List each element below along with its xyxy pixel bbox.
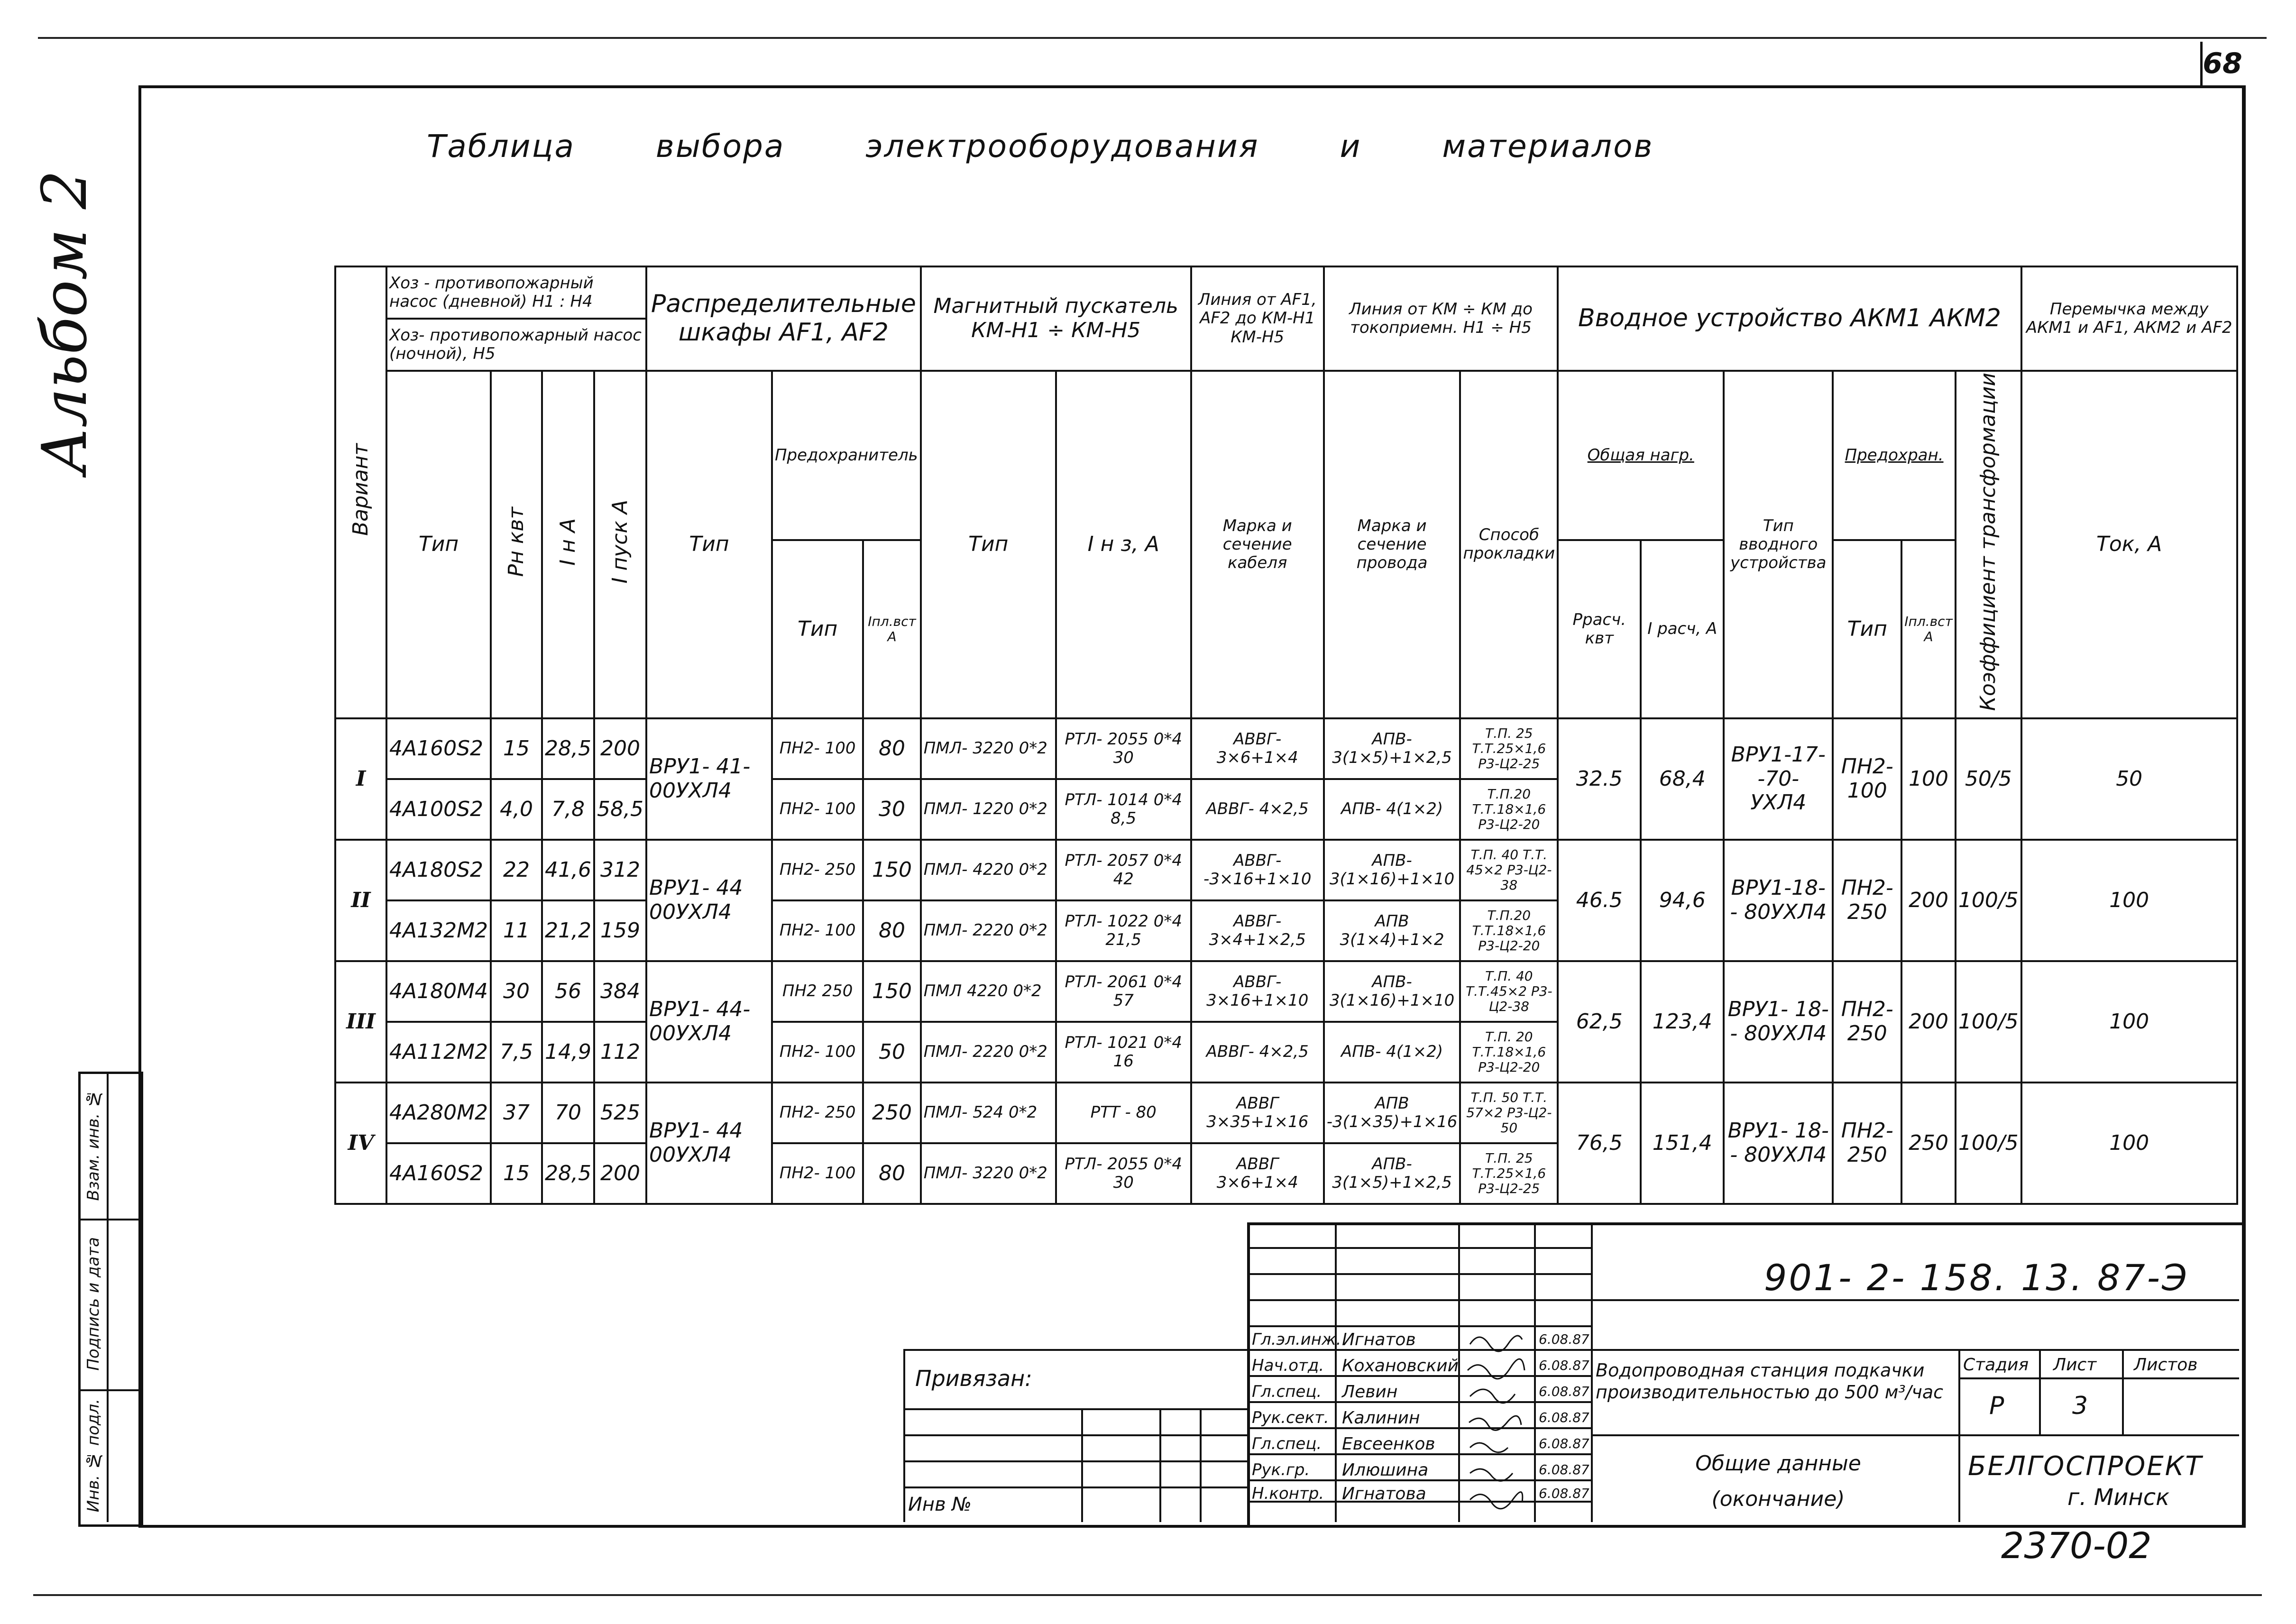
stamp-role: Гл.спец. xyxy=(1252,1382,1322,1401)
page-title xyxy=(427,128,1734,165)
side-label: Подпись и дата xyxy=(84,1237,103,1371)
cable-mark: АВВГ- 4×2,5 xyxy=(1191,779,1324,840)
header-cab-type: Тип xyxy=(646,371,772,718)
ct-ratio: 100/5 xyxy=(1956,1083,2021,1204)
stamp-line xyxy=(1247,1247,1591,1249)
title-word: и xyxy=(1340,128,1362,165)
header-fuse-ipl: Iпл.вст А xyxy=(863,540,920,718)
stamp-line xyxy=(2122,1349,2124,1434)
header-prasch: Ррасч. квт xyxy=(1558,540,1641,718)
input-fuse-current: 250 xyxy=(1901,1083,1956,1204)
header-pump-night: Хоз- противопожарный насос (ночной), Н5 xyxy=(386,319,646,371)
header-total-load: Общая нагр. xyxy=(1558,371,1724,540)
motor-current: 41,6 xyxy=(542,840,594,900)
laying-method: Т.П. 50 Т.Т. 57×2 Р3-Ц2-50 xyxy=(1460,1083,1558,1143)
header-in: I н А xyxy=(542,371,594,718)
start-current: 200 xyxy=(594,1143,646,1204)
wire-mark: АПВ 3(1×4)+1×2 xyxy=(1324,900,1460,961)
input-device-type: ВРУ1-18- - 80УХЛ4 xyxy=(1724,840,1833,961)
side-label: Взам. инв. № xyxy=(84,1089,103,1201)
stamp-date: 6.08.87 xyxy=(1539,1462,1589,1477)
stamp-line xyxy=(1591,1222,1593,1522)
table-row xyxy=(335,961,2237,1022)
sheet-value: 3 xyxy=(2072,1392,2088,1420)
motor-type: 4А160S2 xyxy=(386,1143,491,1204)
motor-type: 4А100S2 xyxy=(386,779,491,840)
fuse-type: ПН2- 100 xyxy=(772,1022,863,1083)
header-irasch: I расч, А xyxy=(1641,540,1724,718)
stamp-line xyxy=(1591,1434,2239,1436)
header-method: Способ прокладки xyxy=(1460,371,1558,718)
variant-number: III xyxy=(335,961,386,1083)
input-fuse-type: ПН2- 250 xyxy=(1833,1083,1901,1204)
header-input-type: Тип вводного устройства xyxy=(1724,371,1833,718)
table-row xyxy=(335,1083,2237,1143)
stamp-name: Кохановский xyxy=(1342,1356,1459,1376)
variant-number: IV xyxy=(335,1083,386,1204)
wire-mark: АПВ- 4(1×2) xyxy=(1324,779,1460,840)
header-jumper-tok: Ток, А xyxy=(2021,371,2237,718)
header-fuse-type: Тип xyxy=(772,540,863,718)
header-in-fuse-ipl: Iпл.вст А xyxy=(1901,540,1956,718)
stamp-line xyxy=(1200,1408,1202,1522)
load-power: 32.5 xyxy=(1558,718,1641,840)
laying-method: Т.П. 20 Т.Т.18×1,6 Р3-Ц2-20 xyxy=(1460,1022,1558,1083)
fuse-type: ПН2- 100 xyxy=(772,779,863,840)
stamp-date: 6.08.87 xyxy=(1539,1384,1589,1399)
starter-current: РТЛ- 1014 0*4 8,5 xyxy=(1056,779,1191,840)
starter-type: ПМЛ- 2220 0*2 xyxy=(921,1022,1056,1083)
stamp-line xyxy=(1159,1408,1161,1522)
stamp-line xyxy=(1247,1401,1591,1403)
input-fuse-type: ПН2- 100 xyxy=(1833,718,1901,840)
fuse-current: 150 xyxy=(863,961,920,1022)
table-row xyxy=(335,840,2237,900)
table-row xyxy=(335,718,2237,779)
cabinet-type: ВРУ1- 44 00УХЛ4 xyxy=(646,840,772,961)
starter-type: ПМЛ- 4220 0*2 xyxy=(921,840,1056,900)
archive-number: 2370-02 xyxy=(2001,1524,2152,1567)
stamp-line xyxy=(903,1408,1247,1410)
header-jumper: Перемычка между АКМ1 и АF1, АКМ2 и АF2 xyxy=(2021,266,2237,371)
laying-method: Т.П. 40 Т.Т. 45×2 Р3-Ц2-38 xyxy=(1460,840,1558,900)
motor-type: 4А132М2 xyxy=(386,900,491,961)
wire-mark: АПВ- 4(1×2) xyxy=(1324,1022,1460,1083)
input-fuse-current: 200 xyxy=(1901,840,1956,961)
stamp-date: 6.08.87 xyxy=(1539,1358,1589,1373)
starter-type: ПМЛ- 3220 0*2 xyxy=(921,1143,1056,1204)
stamp-line xyxy=(78,1389,141,1391)
header-line1: Линия от АF1, АF2 до КМ-Н1 КМ-Н5 xyxy=(1191,266,1324,371)
motor-type: 4А112М2 xyxy=(386,1022,491,1083)
load-power: 46.5 xyxy=(1558,840,1641,961)
load-current: 151,4 xyxy=(1641,1083,1724,1204)
motor-power: 4,0 xyxy=(491,779,542,840)
stamp-line xyxy=(2039,1349,2041,1434)
header-line2: Линия от КМ ÷ КМ до токоприемн. Н1 ÷ Н5 xyxy=(1324,266,1558,371)
motor-power: 22 xyxy=(491,840,542,900)
laying-method: Т.П.20 Т.Т.18×1,6 Р3-Ц2-20 xyxy=(1460,900,1558,961)
motor-power: 11 xyxy=(491,900,542,961)
org-name: БЕЛГОСПРОЕКТ xyxy=(1968,1451,2203,1482)
variant-number: I xyxy=(335,718,386,840)
stage-value: Р xyxy=(1989,1392,2004,1420)
stamp-name: Евсеенков xyxy=(1342,1434,1435,1454)
stage-header: Стадия xyxy=(1963,1355,2029,1375)
fuse-current: 150 xyxy=(863,840,920,900)
stamp-line xyxy=(107,1072,109,1522)
cable-mark: АВВГ 3×35+1×16 xyxy=(1191,1083,1324,1143)
starter-current: РТТ - 80 xyxy=(1056,1083,1191,1143)
start-current: 312 xyxy=(594,840,646,900)
stamp-line xyxy=(1247,1299,2239,1301)
fuse-type: ПН2- 250 xyxy=(772,1083,863,1143)
starter-current: РТЛ- 2055 0*4 30 xyxy=(1056,718,1191,779)
fuse-type: ПН2- 100 xyxy=(772,1143,863,1204)
wire-mark: АПВ- 3(1×16)+1×10 xyxy=(1324,961,1460,1022)
stamp-line xyxy=(903,1460,1247,1462)
variant-number: II xyxy=(335,840,386,961)
stamp-date: 6.08.87 xyxy=(1539,1331,1589,1347)
ct-ratio: 50/5 xyxy=(1956,718,2021,840)
document-code: 901- 2- 158. 13. 87-Э xyxy=(1764,1257,2189,1299)
cabinet-type: ВРУ1- 44 00УХЛ4 xyxy=(646,1083,772,1204)
motor-type: 4А280М2 xyxy=(386,1083,491,1143)
jumper-current: 100 xyxy=(2021,1083,2237,1204)
stamp-name: Калинин xyxy=(1342,1408,1420,1428)
start-current: 525 xyxy=(594,1083,646,1143)
header-pn: Рн квт xyxy=(491,371,542,718)
starter-current: РТЛ- 1021 0*4 16 xyxy=(1056,1022,1191,1083)
input-device-type: ВРУ1-17- -70- УХЛ4 xyxy=(1724,718,1833,840)
motor-type: 4А180М4 xyxy=(386,961,491,1022)
input-device-type: ВРУ1- 18- - 80УХЛ4 xyxy=(1724,1083,1833,1204)
title-word: материалов xyxy=(1442,128,1654,165)
sheets-header: Листов xyxy=(2134,1355,2198,1375)
motor-power: 15 xyxy=(491,718,542,779)
album-label: Альбом 2 xyxy=(28,170,101,474)
motor-current: 14,9 xyxy=(542,1022,594,1083)
fuse-type: ПН2- 250 xyxy=(772,840,863,900)
cable-mark: АВВГ- -3×16+1×10 xyxy=(1191,840,1324,900)
header-starter: Магнитный пускатель КМ-Н1 ÷ КМ-Н5 xyxy=(921,266,1191,371)
motor-current: 7,8 xyxy=(542,779,594,840)
fuse-current: 80 xyxy=(863,1143,920,1204)
starter-current: РТЛ- 2057 0*4 42 xyxy=(1056,840,1191,900)
wire-mark: АПВ- 3(1×16)+1×10 xyxy=(1324,840,1460,900)
starter-type: ПМЛ- 1220 0*2 xyxy=(921,779,1056,840)
sheet-title: Общие данные (окончание) xyxy=(1695,1451,1861,1511)
header-cabinets: Распределительные шкафы АF1, АF2 xyxy=(646,266,921,371)
wire-mark: АПВ -3(1×35)+1×16 xyxy=(1324,1083,1460,1143)
signatures xyxy=(1460,1325,1532,1520)
inv-no-label: Инв № xyxy=(908,1494,972,1515)
stamp-role: Н.контр. xyxy=(1252,1484,1324,1503)
header-ct: Коэффициент трансформации xyxy=(1956,371,2021,718)
stamp-name: Игнатов xyxy=(1342,1330,1416,1349)
side-label: Инв. № подл. xyxy=(84,1399,103,1513)
fuse-current: 30 xyxy=(863,779,920,840)
starter-type: ПМЛ 4220 0*2 xyxy=(921,961,1056,1022)
motor-current: 21,2 xyxy=(542,900,594,961)
load-power: 76,5 xyxy=(1558,1083,1641,1204)
motor-power: 15 xyxy=(491,1143,542,1204)
motor-current: 70 xyxy=(542,1083,594,1143)
starter-current: РТЛ- 2061 0*4 57 xyxy=(1056,961,1191,1022)
fuse-current: 250 xyxy=(863,1083,920,1143)
stamp-name: Илюшина xyxy=(1342,1460,1429,1480)
stamp-line xyxy=(1534,1222,1536,1522)
starter-type: ПМЛ- 524 0*2 xyxy=(921,1083,1056,1143)
stamp-line xyxy=(1335,1222,1337,1522)
starter-current: РТЛ- 1022 0*4 21,5 xyxy=(1056,900,1191,961)
motor-type: 4А160S2 xyxy=(386,718,491,779)
input-fuse-type: ПН2- 250 xyxy=(1833,961,1901,1083)
org-city: г. Минск xyxy=(2067,1484,2170,1511)
header-ipusk: I пуск А xyxy=(594,371,646,718)
equipment-table xyxy=(334,266,2238,1205)
laying-method: Т.П. 25 Т.Т.25×1,6 Р3-Ц2-25 xyxy=(1460,1143,1558,1204)
sheet-header: Лист xyxy=(2053,1355,2097,1375)
laying-method: Т.П.20 Т.Т.18×1,6 Р3-Ц2-20 xyxy=(1460,779,1558,840)
outer-frame-bottom xyxy=(33,1594,2262,1596)
input-fuse-type: ПН2- 250 xyxy=(1833,840,1901,961)
cable-mark: АВВГ- 3×16+1×10 xyxy=(1191,961,1324,1022)
motor-current: 28,5 xyxy=(542,718,594,779)
stamp-line xyxy=(1247,1325,1591,1327)
stamp-name: Игнатова xyxy=(1342,1484,1426,1504)
starter-current: РТЛ- 2055 0*4 30 xyxy=(1056,1143,1191,1204)
cable-mark: АВВГ 3×6+1×4 xyxy=(1191,1143,1324,1204)
cabinet-type: ВРУ1- 41-00УХЛ4 xyxy=(646,718,772,840)
header-input-fuse: Предохран. xyxy=(1833,371,1956,540)
start-current: 159 xyxy=(594,900,646,961)
jumper-current: 100 xyxy=(2021,961,2237,1083)
fuse-type: ПН2- 100 xyxy=(772,900,863,961)
laying-method: Т.П. 40 Т.Т.45×2 Р3-Ц2-38 xyxy=(1460,961,1558,1022)
load-current: 123,4 xyxy=(1641,961,1724,1083)
load-power: 62,5 xyxy=(1558,961,1641,1083)
start-current: 200 xyxy=(594,718,646,779)
stamp-name: Левин xyxy=(1342,1382,1398,1402)
input-fuse-current: 100 xyxy=(1901,718,1956,840)
stamp-role: Рук.гр. xyxy=(1252,1460,1310,1479)
fuse-type: ПН2- 100 xyxy=(772,718,863,779)
fuse-current: 50 xyxy=(863,1022,920,1083)
motor-current: 56 xyxy=(542,961,594,1022)
input-fuse-current: 200 xyxy=(1901,961,1956,1083)
header-starter-in: I н з, А xyxy=(1056,371,1191,718)
start-current: 384 xyxy=(594,961,646,1022)
header-fuse: Предохранитель xyxy=(772,371,921,540)
motor-type: 4А180S2 xyxy=(386,840,491,900)
title-word: электрооборудования xyxy=(865,128,1259,165)
wire-mark: АПВ- 3(1×5)+1×2,5 xyxy=(1324,718,1460,779)
title-word: Таблица xyxy=(427,128,575,165)
ct-ratio: 100/5 xyxy=(1956,961,2021,1083)
ct-ratio: 100/5 xyxy=(1956,840,2021,961)
outer-frame-top xyxy=(38,37,2267,39)
laying-method: Т.П. 25 Т.Т.25×1,6 Р3-Ц2-25 xyxy=(1460,718,1558,779)
fuse-current: 80 xyxy=(863,900,920,961)
stamp-line xyxy=(1081,1408,1083,1522)
motor-power: 7,5 xyxy=(491,1022,542,1083)
motor-power: 30 xyxy=(491,961,542,1022)
start-current: 112 xyxy=(594,1022,646,1083)
project-name: Водопроводная станция подкачки производительностью до 500 м³/час xyxy=(1596,1360,1944,1403)
stamp-line xyxy=(78,1219,141,1220)
stamp-date: 6.08.87 xyxy=(1539,1486,1589,1501)
stamp-line xyxy=(1591,1349,2239,1351)
fuse-type: ПН2 250 xyxy=(772,961,863,1022)
sheet-number: 68 xyxy=(2200,42,2242,88)
header-pump-day: Хоз - противопожарный насос (дневной) Н1 : Н4 xyxy=(386,266,646,319)
motor-power: 37 xyxy=(491,1083,542,1143)
jumper-current: 50 xyxy=(2021,718,2237,840)
stamp-role: Рук.сект. xyxy=(1252,1408,1329,1427)
stamp-line xyxy=(903,1486,1247,1488)
cabinet-type: ВРУ1- 44- 00УХЛ4 xyxy=(646,961,772,1083)
starter-type: ПМЛ- 3220 0*2 xyxy=(921,718,1056,779)
header-wire: Марка и сечение провода xyxy=(1324,371,1460,718)
header-input-device: Вводное устройство АКМ1 АКМ2 xyxy=(1558,266,2021,371)
motor-current: 28,5 xyxy=(542,1143,594,1204)
starter-type: ПМЛ- 2220 0*2 xyxy=(921,900,1056,961)
stamp-date: 6.08.87 xyxy=(1539,1436,1589,1451)
header-in-fuse-type: Тип xyxy=(1833,540,1901,718)
stamp-line xyxy=(1958,1377,2239,1379)
stamp-role: Нач.отд. xyxy=(1252,1356,1324,1375)
input-device-type: ВРУ1- 18- - 80УХЛ4 xyxy=(1724,961,1833,1083)
header-starter-type: Тип xyxy=(921,371,1056,718)
stamp-line xyxy=(903,1434,1247,1436)
load-current: 94,6 xyxy=(1641,840,1724,961)
fuse-current: 80 xyxy=(863,718,920,779)
stamp-role: Гл.эл.инж. xyxy=(1252,1330,1341,1349)
jumper-current: 100 xyxy=(2021,840,2237,961)
stamp-role: Гл.спец. xyxy=(1252,1434,1322,1453)
privyazan-label: Привязан: xyxy=(915,1366,1032,1391)
title-word: выбора xyxy=(655,128,785,165)
header-variant: Вариант xyxy=(335,266,386,718)
stamp-date: 6.08.87 xyxy=(1539,1410,1589,1425)
start-current: 58,5 xyxy=(594,779,646,840)
wire-mark: АПВ- 3(1×5)+1×2,5 xyxy=(1324,1143,1460,1204)
cable-mark: АВВГ- 3×4+1×2,5 xyxy=(1191,900,1324,961)
header-cable: Марка и сечение кабеля xyxy=(1191,371,1324,718)
header-type: Тип xyxy=(386,371,491,718)
stamp-line xyxy=(1247,1273,1591,1275)
cable-mark: АВВГ- 4×2,5 xyxy=(1191,1022,1324,1083)
load-current: 68,4 xyxy=(1641,718,1724,840)
cable-mark: АВВГ- 3×6+1×4 xyxy=(1191,718,1324,779)
